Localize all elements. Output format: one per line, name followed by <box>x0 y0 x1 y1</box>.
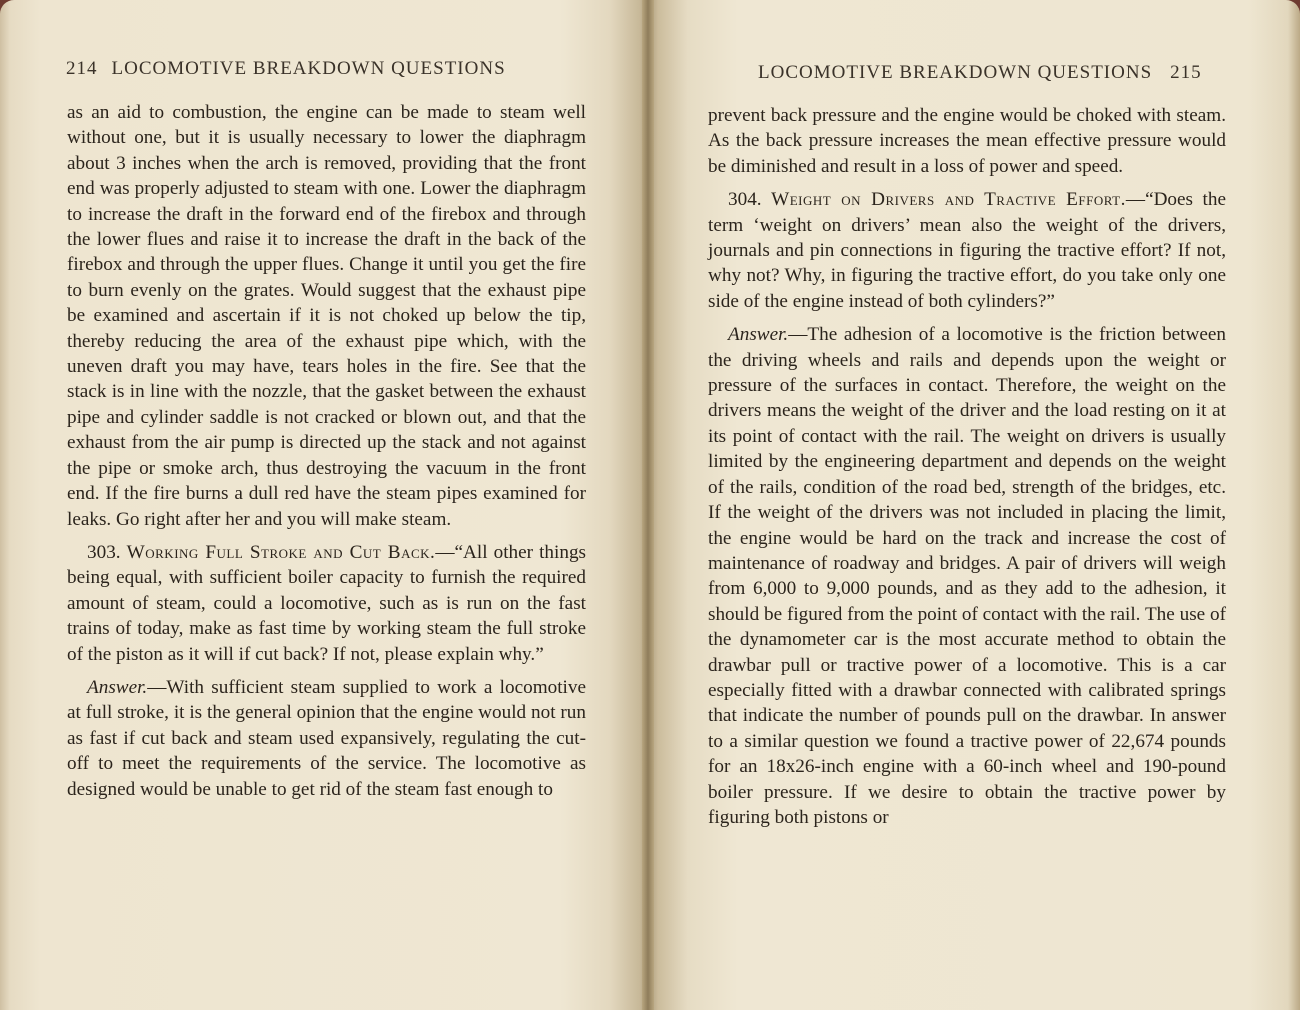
right-page-text <box>708 103 1226 830</box>
question-303 <box>67 540 586 667</box>
question-303-heading: Working Full Stroke and Cut Back. <box>126 541 436 563</box>
left-page-number: 214 <box>66 58 98 79</box>
question-304 <box>708 187 1226 314</box>
question-303-text: —“All other things being equal, with sufficient boiler capacity to furnish the required amount of steam, could a locomotive, such as is run on the fast trains of today, make as fast time by working steam the full stroke of the piston as it will if cut back? If not, please explain why.” <box>67 541 587 665</box>
left-running-head-title: LOCOMOTIVE BREAKDOWN QUESTIONS <box>111 58 506 79</box>
left-running-head <box>66 58 506 80</box>
right-page <box>648 0 1300 1010</box>
answer-304 <box>708 322 1226 830</box>
answer-303-label: Answer. <box>87 676 148 698</box>
right-running-head-title: LOCOMOTIVE BREAKDOWN QUESTIONS <box>758 62 1153 83</box>
question-304-text: —“Does the term ‘weight on drivers’ mean also the weight of the drivers, journals and pin connections in figuring the tractive effort? If not, why not? Why, in figuring the tractive effort, do you take only one side of the engine instead of both cylinders?” <box>708 189 1226 312</box>
answer-303 <box>67 675 586 802</box>
left-page <box>0 0 648 1010</box>
right-running-head <box>758 62 1216 84</box>
left-page-text <box>67 100 586 802</box>
book-gutter <box>642 0 654 1010</box>
answer-304-label: Answer. <box>728 324 789 346</box>
left-paragraph-continued: as an aid to combustion, the engine can be made to steam well without one, but it is usually necessary to lower the diaphragm about 3 inches when the arch is removed, providing that the front end was properly adjusted to steam with one. Lower the diaphragm to increase the draft in the forward end of the firebox and through the lower flues and raise it to increase the draft in the back of the firebox and through the upper flues. Change it until you get the fire to burn evenly on the grates. Would suggest that the exhaust pipe be examined and ascertain if it is not choked up below the tip, thereby reducing the area of the exhaust pipe which, with the uneven draft you may have, tears holes in the fire. See that the stack is in line with the nozzle, that the gasket between the exhaust pipe and cylinder saddle is not cracked or blown out, and that the exhaust from the air pump is directed up the stack and not against the pipe or smoke arch, thus destroying the vacuum in the front end. If the fire burns a dull red have the steam pipes examined for leaks. Go right after her and you will make steam. <box>67 102 586 530</box>
question-304-number: 304. <box>728 189 762 211</box>
right-page-number: 215 <box>1170 62 1202 83</box>
right-paragraph-continued: prevent back pressure and the engine would be choked with steam. As the back pressure increases the mean effective pressure would be diminished and result in a loss of power and speed. <box>708 105 1226 177</box>
question-303-number: 303. <box>87 541 121 563</box>
answer-303-text: —With sufficient steam supplied to work a locomotive at full stroke, it is the general opinion that the engine would not run as fast if cut back and steam used expansively, regulating the cut-off to meet the requirements of the service. The locomotive as designed would be unable to get rid of the steam fast enough to <box>67 676 586 800</box>
question-304-heading: Weight on Drivers and Tractive Effort. <box>771 189 1126 211</box>
answer-304-text: —The adhesion of a locomotive is the friction between the driving wheels and rails and depends upon the weight or pressure of the surfaces in contact. Therefore, the weight on the drivers means the weight of the driver and the load resting on it at its point of contact with the rail. The weight on drivers is usually limited by the engineering department and depends on the weight of the rails, condition of the road bed, strength of the bridges, etc. If the weight of the drivers was not included in placing the limit, the engine would be hard on the track and increase the cost of maintenance of roadway and bridges. A pair of drivers will weigh from 6,000 to 9,000 pounds, and as they add to the adhesion, it should be figured from the point of contact with the rail. The use of the dynamometer car is the most accurate method to obtain the drawbar pull or tractive power of a locomotive. This is a car especially fitted with a drawbar connected with calibrated springs that indicate the number of pounds pull on the drawbar. In answer to a similar question we found a tractive power of 22,674 pounds for an 18x26-inch engine with a 60-inch wheel and 190-pound boiler pressure. If we desire to obtain the tractive power by figuring both pistons or <box>708 324 1226 828</box>
